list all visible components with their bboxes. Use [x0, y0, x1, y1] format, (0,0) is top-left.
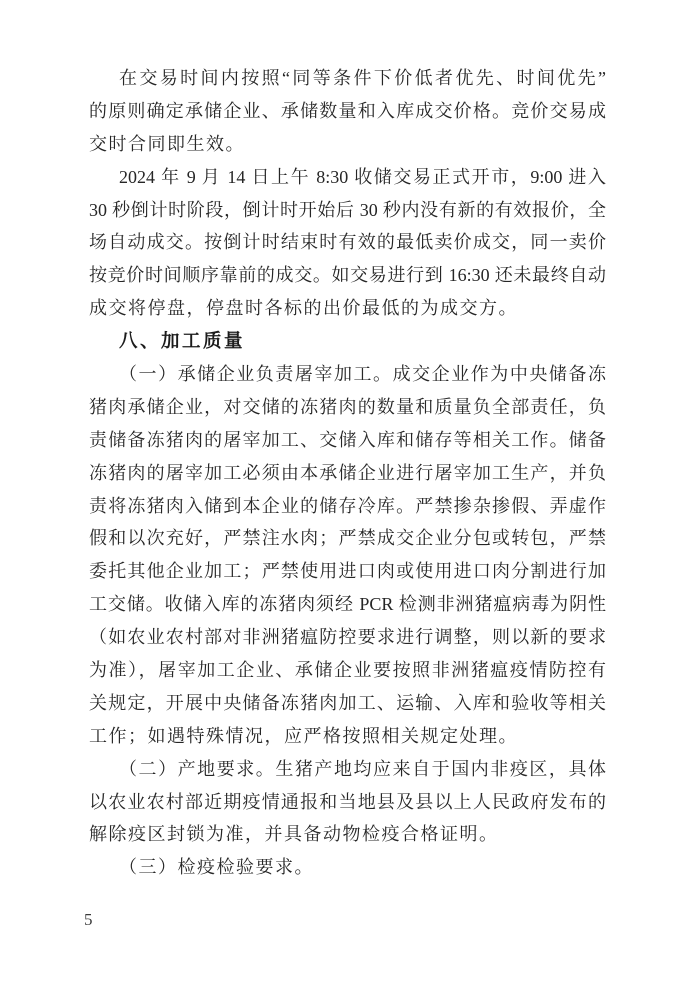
text-line: 2024 年 9 月 14 日上午 8:30 收储交易正式开市，9:00 进入	[119, 166, 606, 187]
text-line: 在交易时间内按照“同等条件下价低者优先、时间优先”	[119, 68, 606, 88]
text-line: 解除疫区封锁为准，并具备动物检疫合格证明。	[89, 824, 499, 845]
text-line: 假和以次充好，严禁注水肉；严禁成交企业分包或转包，严禁	[89, 528, 606, 549]
text-line: 责储备冻猪肉的屠宰加工、交储入库和储存等相关工作。储备	[89, 429, 606, 450]
text-line: 猪肉承储企业，对交储的冻猪肉的数量和质量负全部责任，负	[89, 396, 606, 417]
text-line: （一）承储企业负责屠宰加工。成交企业作为中央储备冻	[119, 364, 606, 385]
text-line: 场自动成交。按倒计时结束时有效的最低卖价成交，同一卖价	[89, 232, 606, 253]
page-number: 5	[84, 910, 93, 929]
text-line: 冻猪肉的屠宰加工必须由本承储企业进行屠宰加工生产，并负	[89, 462, 606, 483]
item2-paragraph	[89, 753, 606, 852]
document-content	[89, 62, 606, 884]
item1-paragraph	[89, 358, 606, 753]
auction-paragraph	[89, 161, 606, 325]
section-heading: 八、加工质量	[119, 330, 246, 352]
text-line: 责将冻猪肉入储到本企业的储存冷库。严禁掺杂掺假、弄虚作	[89, 495, 606, 516]
text-line: 为准），屠宰加工企业、承储企业要按照非洲猪瘟疫情防控有	[89, 660, 606, 681]
item3-paragraph	[89, 851, 606, 884]
text-line: 关规定，开展中央储备冻猪肉加工、运输、入库和验收等相关	[89, 692, 606, 713]
text-line: （如农业农村部对非洲猪瘟防控要求进行调整，则以新的要求	[89, 627, 606, 648]
text-line: 交时合同即生效。	[89, 133, 245, 154]
intro-paragraph	[89, 62, 606, 161]
text-line: 工交储。收储入库的冻猪肉须经 PCR 检测非洲猪瘟病毒为阴性	[89, 594, 606, 615]
text-line: 委托其他企业加工；严禁使用进口肉或使用进口肉分割进行加	[89, 561, 606, 582]
text-line: 工作；如遇特殊情况，应严格按照相关规定处理。	[89, 725, 518, 746]
text-line: 按竞价时间顺序靠前的成交。如交易进行到 16:30 还未最终自动	[89, 265, 606, 286]
text-line: 成交将停盘，停盘时各标的出价最低的为成交方。	[89, 298, 518, 319]
text-line: 30 秒倒计时阶段，倒计时开始后 30 秒内没有新的有效报价，全	[89, 199, 606, 220]
text-line: 的原则确定承储企业、承储数量和入库成交价格。竞价交易成	[89, 100, 606, 121]
text-line: （二）产地要求。生猪产地均应来自于国内非疫区，具体	[119, 758, 606, 779]
text-line: （三）检疫检验要求。	[119, 857, 314, 878]
text-line: 以农业农村部近期疫情通报和当地县及县以上人民政府发布的	[89, 791, 606, 812]
